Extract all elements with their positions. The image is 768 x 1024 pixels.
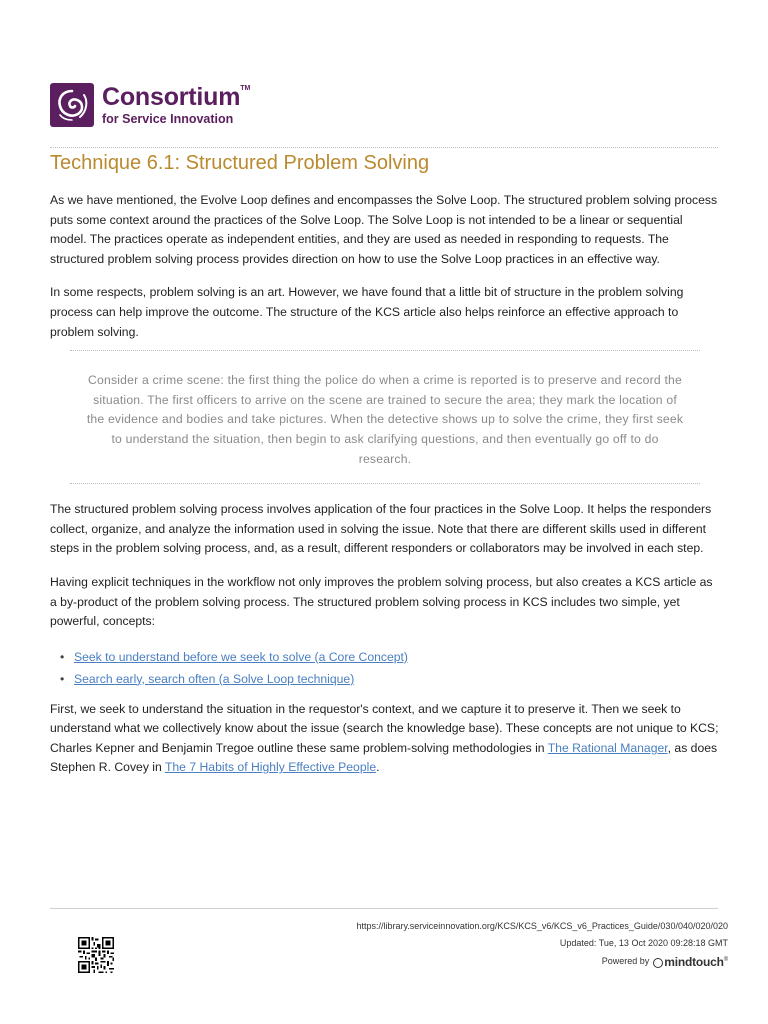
powered-by <box>356 952 728 971</box>
mindtouch-brand: mindtouch <box>664 955 724 969</box>
source-url: https://library.serviceinnovation.org/KCS/KCS_v6/KCS_v6_Practices_Guide/030/040/020/020 <box>356 921 728 931</box>
paragraph-5 <box>50 700 720 778</box>
paragraph-3: The structured problem solving process involves application of the four practices in the Solve Loop. It helps the responders collect, organize, and analyze the information used in solving the issue. Note that there are different skills used in different steps in the problem solving process, and, as a result, different responders or collaborators may be involved in each step. <box>50 502 712 556</box>
seven-habits-link[interactable]: The 7 Habits of Highly Effective People <box>164 760 377 775</box>
paragraph-1: As we have mentioned, the Evolve Loop defines and encompasses the Solve Loop. The structured problem solving process puts some context around the practices of the Solve Loop. The Solve Loop is not intended to be a linear or sequential model. The practices operate as independent entities, and they are used as needed in responding to requests. The structured problem solving process provides direction on how to use the Solve Loop practices in an effective way. <box>50 193 718 266</box>
list-item <box>74 646 720 668</box>
paragraph-5-text-end: . <box>376 760 380 775</box>
header-divider <box>50 147 718 148</box>
consortium-swirl-icon <box>50 83 94 127</box>
page-footer <box>356 918 728 971</box>
paragraph-5-text: First, we seek to understand the situation in the requestor's context, and we capture it to preserve it. Then we seek to understand what we collectively know about the issue (search the knowledge base). These concepts are not unique to KCS; Charles Kepner and Benjamin Tregoe outline these same problem-solving methodologies in <box>50 701 719 755</box>
paragraph-4: Having explicit techniques in the workflow not only improves the problem solving process, but also creates a KCS article as a by-product of the problem solving process. The structured problem solving process in KCS includes two simple, yet powerful, concepts: <box>50 574 713 629</box>
rational-manager-link[interactable]: The Rational Manager <box>547 740 668 755</box>
paragraph-2: In some respects, problem solving is an art. However, we have found that a little bit of structure in the problem solving process can help improve the outcome. The structure of the KCS article also helps reinforce an effective approach to problem solving. <box>50 285 684 339</box>
logo-subtitle: for Service Innovation <box>102 111 234 126</box>
logo-name: Consortium <box>102 82 241 111</box>
paragraph-5-text-middle: , as does Stephen R. Covey in <box>50 740 718 775</box>
seek-to-understand-link[interactable]: Seek to understand before we seek to solve (a Core Concept) <box>74 649 408 664</box>
powered-by-label: Powered by <box>601 956 650 966</box>
article-body <box>50 191 720 792</box>
logo-trademark: TM <box>240 84 251 92</box>
search-early-link[interactable]: Search early, search often (a Solve Loop technique) <box>74 671 355 686</box>
mindtouch-circle-icon <box>653 958 663 968</box>
consortium-logo <box>50 80 265 130</box>
footer-divider <box>50 908 718 909</box>
mindtouch-logo <box>653 952 728 971</box>
updated-timestamp: Updated: Tue, 13 Oct 2020 09:28:18 GMT <box>559 938 728 948</box>
page-title: Technique 6.1: Structured Problem Solving <box>50 152 430 174</box>
qr-code-icon <box>78 937 114 973</box>
callout-text: Consider a crime scene: the first thing the police do when a crime is reported is to preserve and record the situation. The first officers to arrive on the scene are trained to secure the area; they mark the location of the evidence and bodies and take pictures. When the detective shows up to solve the crime, they first seek to understand the situation, then begin to ask clarifying questions, and then eventually go off to do research. <box>86 373 684 466</box>
mindtouch-trademark: ® <box>723 957 728 963</box>
list-item <box>74 668 720 690</box>
concept-list <box>50 646 720 690</box>
callout-box <box>70 350 700 484</box>
